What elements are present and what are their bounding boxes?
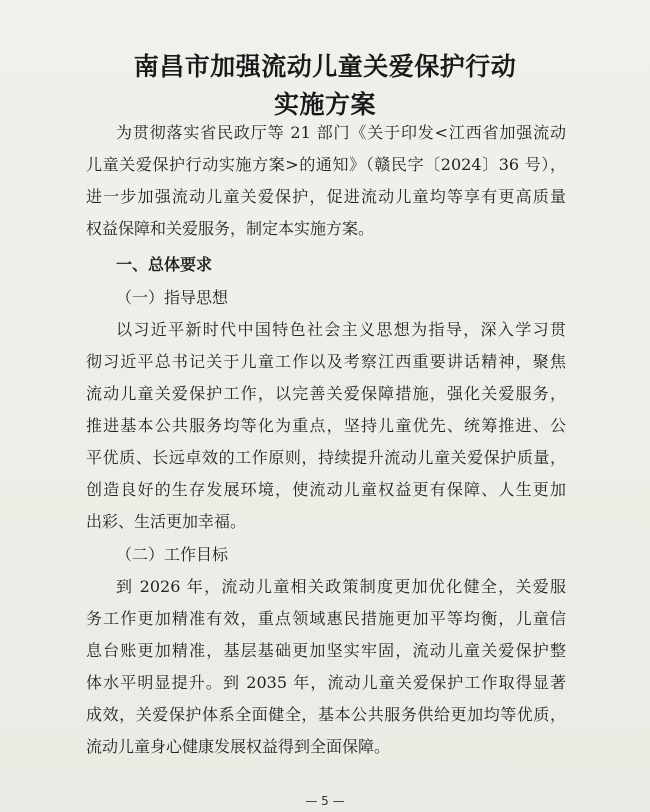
intro-line-4: 权益保障和关爱服务，制定本实施方案。 xyxy=(86,219,375,238)
work-goal-line-6: 流动儿童身心健康发展权益得到全面保障。 xyxy=(86,737,391,756)
intro-line-2: 儿童关爱保护行动实施方案>的通知》（赣民字〔2024〕36 号）， xyxy=(86,155,566,174)
guiding-thought-line-2: 彻习近平总书记关于儿童工作以及考察江西重要讲话精神，聚焦 xyxy=(86,352,566,371)
guiding-thought-line-3: 流动儿童关爱保护工作，以完善关爱保障措施，强化关爱服务， xyxy=(86,384,566,403)
section-1-heading: 一、总体要求 xyxy=(116,255,213,274)
guiding-thought-line-5: 平优质、长远卓效的工作原则，持续提升流动儿童关爱保护质量， xyxy=(86,448,566,467)
work-goal-line-1: 到 2026 年，流动儿童相关政策制度更加优化健全，关爱服 xyxy=(116,577,566,596)
subsection-1-heading: （一）指导思想 xyxy=(116,288,229,307)
guiding-thought-line-1: 以习近平新时代中国特色社会主义思想为指导，深入学习贯 xyxy=(116,320,566,339)
subsection-2-heading: （二）工作目标 xyxy=(116,545,229,564)
intro-line-3: 进一步加强流动儿童关爱保护，促进流动儿童均等享有更高质量 xyxy=(86,187,566,206)
work-goal-line-3: 息台账更加精准，基层基础更加坚实牢固，流动儿童关爱保护整 xyxy=(86,641,566,660)
work-goal-line-4: 体水平明显提升。到 2035 年，流动儿童关爱保护工作取得显著 xyxy=(86,673,566,692)
guiding-thought-line-6: 创造良好的生存发展环境，使流动儿童权益更有保障、人生更加 xyxy=(86,480,566,499)
guiding-thought-line-7: 出彩、生活更加幸福。 xyxy=(86,512,247,531)
page-number: — 5 — xyxy=(305,794,345,808)
intro-line-1: 为贯彻落实省民政厅等 21 部门《关于印发<江西省加强流动 xyxy=(116,123,566,142)
guiding-thought-line-4: 推进基本公共服务均等化为重点，坚持儿童优先、统筹推进、公 xyxy=(86,416,566,435)
work-goal-line-5: 成效，关爱保护体系全面健全，基本公共服务供给更加均等优质， xyxy=(86,705,566,724)
work-goal-line-2: 务工作更加精准有效，重点领域惠民措施更加平等均衡，儿童信 xyxy=(86,609,566,628)
document-title-line-2: 实施方案 xyxy=(273,90,376,119)
document-title-line-1: 南昌市加强流动儿童关爱保护行动 xyxy=(133,52,517,81)
